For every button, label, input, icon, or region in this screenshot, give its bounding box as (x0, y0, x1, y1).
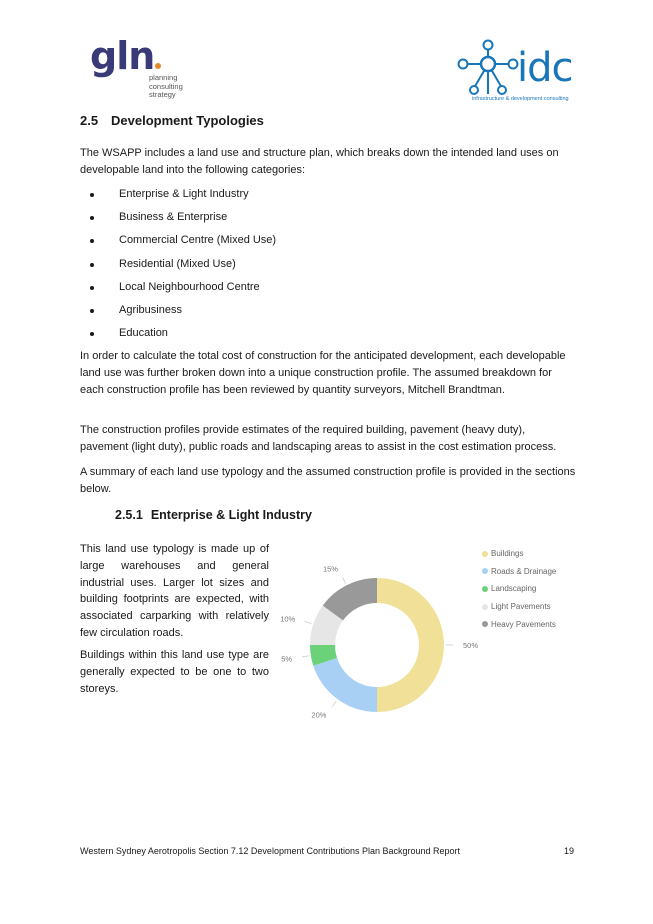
label-leader-line (305, 622, 312, 624)
legend-item (482, 598, 556, 616)
idc-logo-tagline: infrastructure & development consulting (472, 96, 569, 102)
subsection-heading (115, 508, 312, 522)
legend-item (482, 615, 556, 633)
legend-label: Light Pavements (491, 602, 551, 612)
legend-swatch (482, 604, 488, 610)
footer-text: Western Sydney Aerotropolis Section 7.12 Development Contributions Plan Background Report (80, 846, 461, 856)
section-intro: The WSAPP includes a land use and structure plan, which breaks down the intended land uses on developable land into the following categories: (80, 147, 559, 176)
donut-slice (313, 658, 377, 712)
label-leader-line (342, 577, 345, 583)
list-item: Commercial Centre (Mixed Use) (80, 232, 276, 255)
gln-logo-word: gln (90, 34, 155, 78)
paragraph: A summary of each land use typology and the assumed construction profile is provided in the sections below. (80, 466, 576, 495)
gln-logo (90, 36, 161, 76)
legend-swatch (482, 621, 488, 627)
idc-logo-word: idc (517, 45, 573, 91)
paragraph: This land use typology is made up of large warehouses and general industrial uses. Larger lot sizes and building footprints are expected, with associated carparking with relatively few circulation roads. (80, 543, 269, 639)
legend-item (482, 580, 556, 598)
paragraph: The construction profiles provide estimates of the required building, pavement (heavy duty), pavement (light duty), public roads and landscaping areas to assist in the cost estimation process. (80, 424, 557, 453)
slice-value-label: 15% (322, 564, 338, 574)
subsection-title: Enterprise & Light Industry (150, 508, 312, 522)
list-item: Residential (Mixed Use) (80, 256, 276, 279)
gln-logo-dot (155, 63, 161, 69)
legend-label: Buildings (491, 549, 524, 559)
subsection-number: 2.5.1 (115, 508, 143, 522)
paragraph: In order to calculate the total cost of construction for the anticipated development, each developable land use was further broken down into a unique construction profile. The assumed breakdown for each construction profile has been reviewed by quantity surveyors, Mitchell Brandtman. (80, 350, 566, 396)
gln-tagline-line: consulting (149, 81, 183, 91)
list-item: Local Neighbourhood Centre (80, 279, 276, 302)
section-heading (80, 113, 264, 128)
list-item: Education (80, 325, 276, 348)
slice-value-label: 10% (280, 614, 296, 624)
list-item: Enterprise & Light Industry (80, 186, 276, 209)
slice-value-label: 50% (463, 641, 479, 650)
gln-tagline-line: planning (149, 73, 178, 82)
list-item: Business & Enterprise (80, 209, 276, 232)
paragraph: Buildings within this land use type are generally expected to be one to two storeys. (80, 649, 269, 695)
legend-item (482, 545, 556, 563)
label-leader-line (332, 701, 336, 707)
gln-tagline-line: strategy (149, 90, 176, 100)
idc-network-icon (456, 38, 520, 100)
legend-swatch (482, 586, 488, 592)
legend-item (482, 563, 556, 581)
label-leader-line (302, 656, 309, 657)
list-item: Agribusiness (80, 302, 276, 325)
slice-value-label: 20% (311, 710, 327, 720)
donut-slice (377, 578, 444, 712)
slice-value-label: 5% (281, 654, 293, 664)
page-number: 19 (564, 846, 575, 856)
legend-label: Heavy Pavements (491, 619, 556, 629)
legend-swatch (482, 568, 488, 574)
gln-logo-tagline (149, 74, 183, 100)
legend-label: Landscaping (491, 584, 537, 594)
section-number: 2.5 (80, 113, 99, 128)
category-list (80, 186, 276, 348)
legend-swatch (482, 551, 488, 557)
legend-label: Roads & Drainage (491, 566, 557, 576)
section-title: Development Typologies (111, 113, 264, 128)
construction-profile-chart (270, 535, 490, 720)
chart-legend (482, 545, 556, 633)
